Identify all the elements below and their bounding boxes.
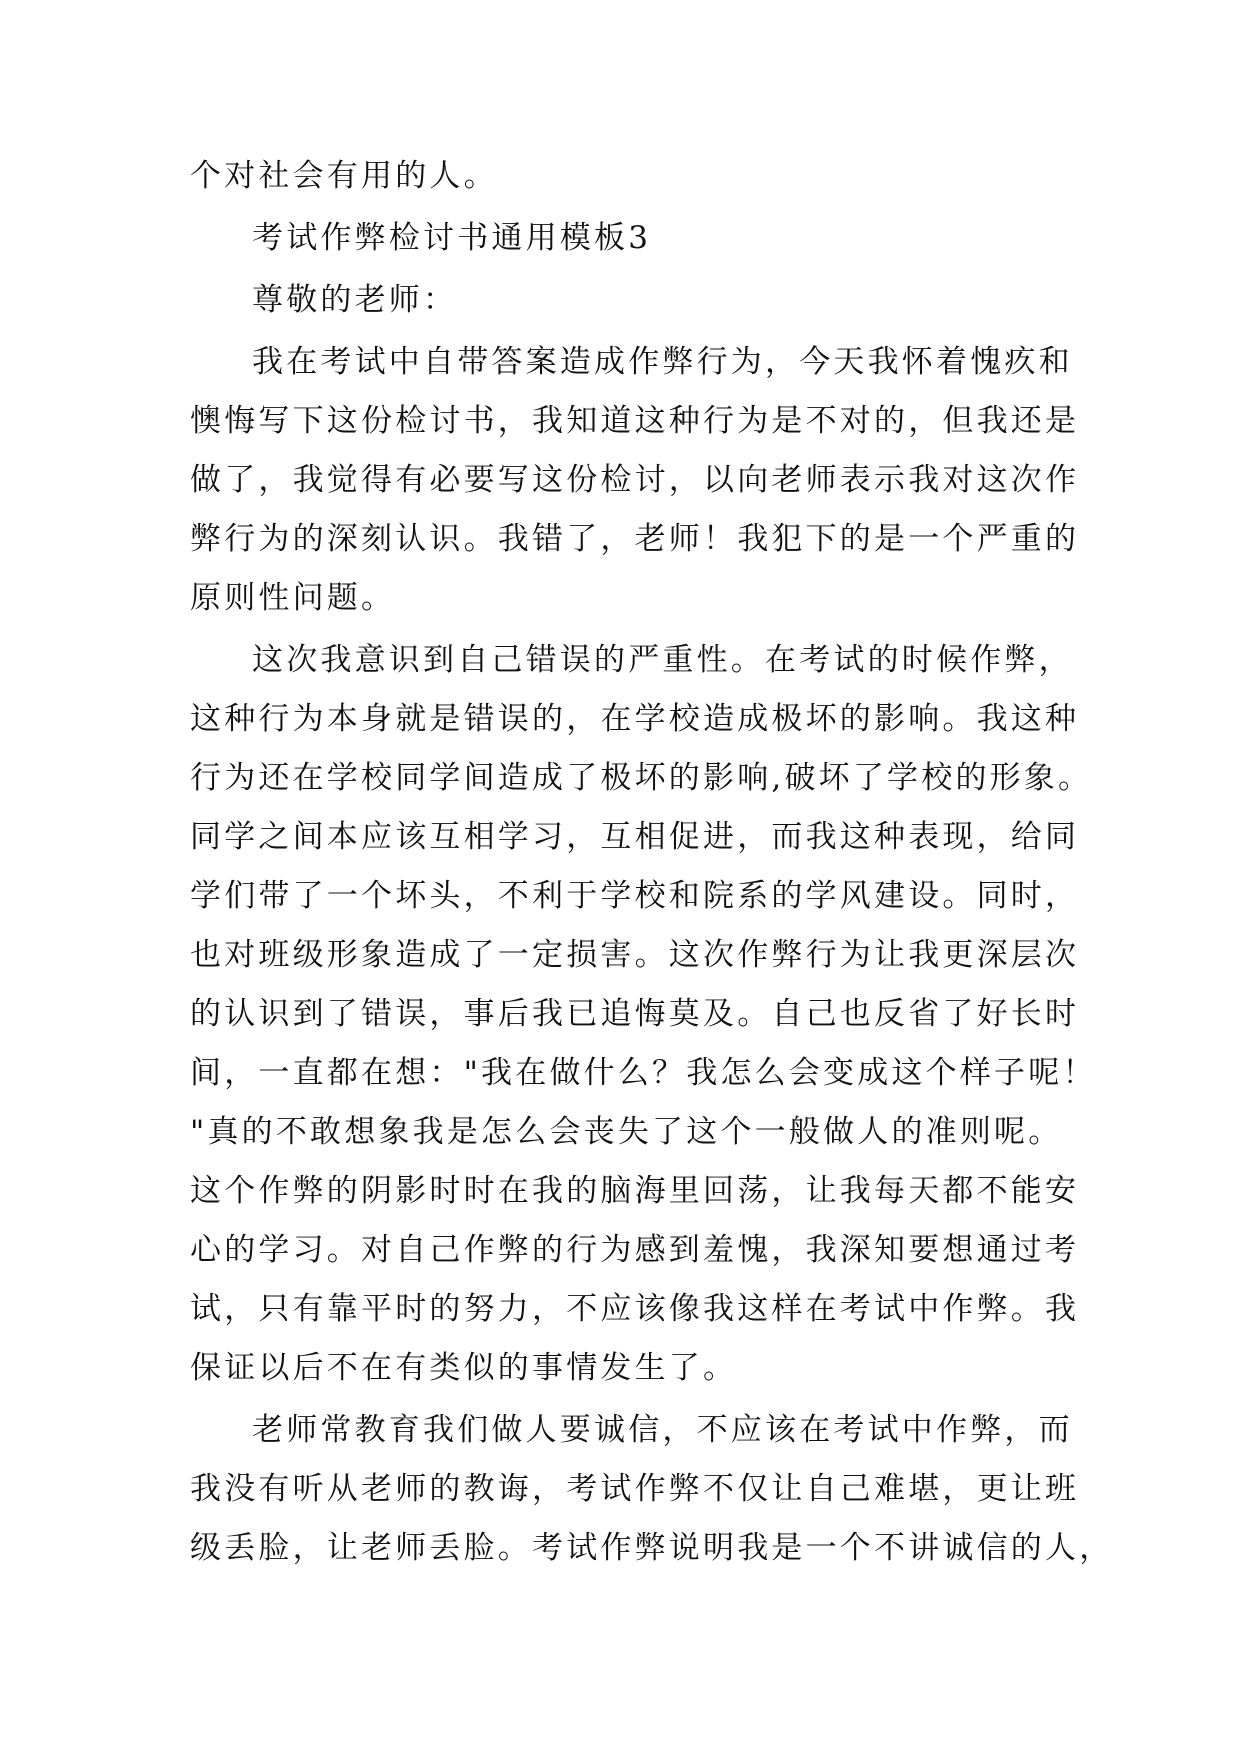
paragraph-line: 原则性问题。 [190, 580, 396, 616]
paragraph-line: 也对班级形象造成了一定损害。这次作弊行为让我更深层次 [190, 937, 1080, 973]
paragraph-line: 老师常教育我们做人要诚信，不应该在考试中作弊，而 [252, 1412, 1073, 1448]
paragraph-line: 我没有听从老师的教诲，考试作弊不仅让自己难堪，更让班 [190, 1471, 1080, 1507]
paragraph-1 [190, 341, 1080, 619]
paragraph-2 [190, 639, 1097, 1389]
paragraph-line: 学们带了一个坏头，不利于学校和院系的学风建设。同时， [190, 878, 1080, 914]
paragraph-line: 做了，我觉得有必要写这份检讨，以向老师表示我对这次作 [190, 462, 1080, 498]
paragraph-line: 的认识到了错误，事后我已追悔莫及。自己也反省了好长时 [190, 996, 1080, 1032]
continuation-line: 个对社会有用的人。 [190, 158, 498, 194]
paragraph-line: 保证以后不在有类似的事情发生了。 [190, 1350, 738, 1386]
section-heading: 考试作弊检讨书通用模板3 [252, 220, 652, 256]
paragraph-line: 这种行为本身就是错误的，在学校造成极坏的影响。我这种 [190, 701, 1080, 737]
paragraph-line: "真的不敢想象我是怎么会丧失了这个一般做人的准则呢。 [190, 1114, 1063, 1150]
salutation: 尊敬的老师： [252, 282, 458, 318]
paragraph-line: 同学之间本应该互相学习，互相促进，而我这种表现，给同 [190, 819, 1080, 855]
paragraph-line: 我在考试中自带答案造成作弊行为，今天我怀着愧疚和 [252, 344, 1073, 380]
document-page [190, 155, 1114, 1589]
paragraph-line: 间，一直都在想："我在做什么？我怎么会变成这个样子呢！ [190, 1055, 1097, 1091]
paragraph-line: 行为还在学校同学间造成了极坏的影响,破坏了学校的形象。 [190, 760, 1093, 796]
paragraph-3 [190, 1409, 1114, 1569]
paragraph-line: 心的学习。对自己作弊的行为感到羞愧，我深知要想通过考 [190, 1232, 1080, 1268]
paragraph-line: 级丢脸，让老师丢脸。考试作弊说明我是一个不讲诚信的人， [190, 1530, 1114, 1566]
paragraph-line: 这次我意识到自己错误的严重性。在考试的时候作弊， [252, 642, 1073, 678]
paragraph-line: 懊悔写下这份检讨书，我知道这种行为是不对的，但我还是 [190, 403, 1080, 439]
paragraph-line: 试，只有靠平时的努力，不应该像我这样在考试中作弊。我 [190, 1291, 1080, 1327]
paragraph-line: 这个作弊的阴影时时在我的脑海里回荡，让我每天都不能安 [190, 1173, 1080, 1209]
paragraph-line: 弊行为的深刻认识。我错了，老师！我犯下的是一个严重的 [190, 521, 1080, 557]
